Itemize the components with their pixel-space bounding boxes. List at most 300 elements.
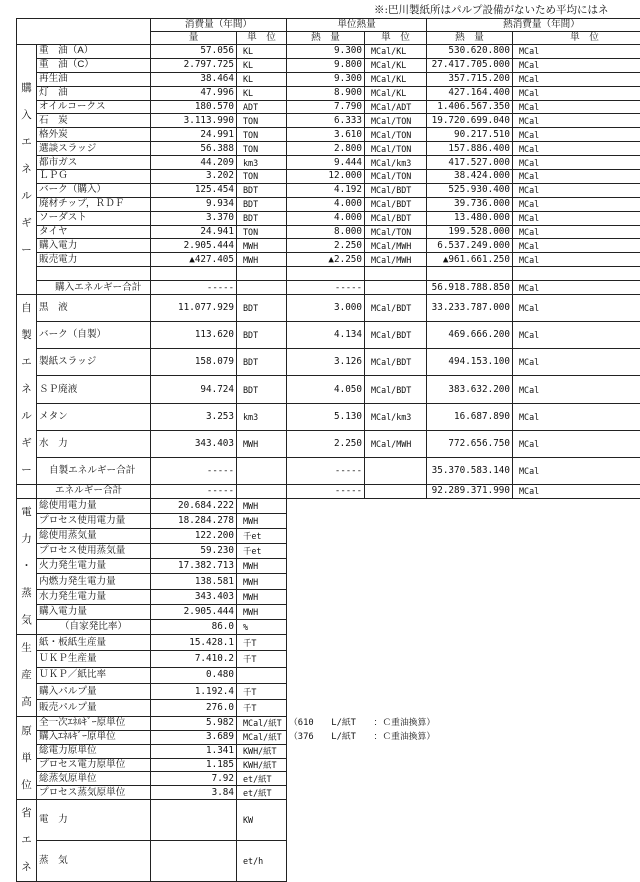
row-note — [287, 772, 640, 786]
row-unit-heat: 4.050 — [287, 376, 365, 403]
row-qty: 3.84 — [151, 786, 237, 800]
row-unit-heat: 9.800 — [287, 58, 365, 72]
category-char: 省 — [17, 800, 36, 827]
row-label: 内燃力発生電力量 — [37, 574, 151, 589]
row-label: 総蒸気原単位 — [37, 772, 151, 786]
row-note — [287, 800, 640, 841]
row-unit-heat: 9.444 — [287, 156, 365, 170]
row-unit: km3 — [237, 403, 287, 430]
blank-cell — [365, 281, 427, 295]
row-label: 購入ｴﾈﾙｷﾞｰ原単位 — [37, 730, 151, 744]
row-qty: 343.403 — [151, 430, 237, 457]
row-note — [287, 604, 640, 619]
row-heat-unit: MCal/TON — [365, 225, 427, 239]
category-saving — [17, 800, 37, 882]
table-row — [17, 529, 640, 544]
table-row — [17, 841, 640, 882]
row-unit: et/h — [237, 841, 287, 882]
row-total-unit: MCal — [513, 100, 640, 114]
row-total: 19.720.699.040 — [427, 114, 513, 128]
table-row — [17, 786, 640, 800]
row-label: 再生油 — [37, 72, 151, 86]
row-total: 16.687.890 — [427, 403, 513, 430]
category-char: ル — [17, 183, 36, 210]
row-total-unit: MCal — [513, 349, 640, 376]
row-total: 1.406.567.350 — [427, 100, 513, 114]
row-unit: BDT — [237, 322, 287, 349]
total-heat: ----- — [287, 281, 365, 295]
row-total-unit: MCal — [513, 72, 640, 86]
total-unit: MCal — [513, 457, 640, 484]
row-heat-unit: MCal/TON — [365, 114, 427, 128]
row-qty: 24.991 — [151, 128, 237, 142]
row-total: 469.666.200 — [427, 322, 513, 349]
row-total-unit: MCal — [513, 225, 640, 239]
row-heat-unit: MCal/BDT — [365, 211, 427, 225]
row-total-unit: MCal — [513, 239, 640, 253]
category-char: 高 — [17, 689, 36, 716]
row-total: 530.620.800 — [427, 45, 513, 59]
row-qty: 11.077.929 — [151, 295, 237, 322]
header-blank — [17, 19, 151, 45]
row-heat-unit: MCal/TON — [365, 128, 427, 142]
grand-total-heat: ----- — [287, 485, 365, 499]
table-row — [17, 170, 640, 184]
row-unit: % — [237, 619, 287, 634]
category-char: 位 — [17, 772, 36, 799]
row-label: 販売電力 — [37, 253, 151, 267]
category-char: ギ — [17, 210, 36, 237]
table-row — [17, 225, 640, 239]
row-qty: 20.684.222 — [151, 498, 237, 513]
row-unit-heat: 8.000 — [287, 225, 365, 239]
row-qty — [151, 800, 237, 841]
category-purchased — [17, 45, 37, 295]
row-unit: km3 — [237, 156, 287, 170]
category-char: エ — [17, 349, 36, 376]
table-row — [17, 589, 640, 604]
category-char: ネ — [17, 156, 36, 183]
row-total: 494.153.100 — [427, 349, 513, 376]
total-value: 56.918.788.850 — [427, 281, 513, 295]
row-total: 13.480.000 — [427, 211, 513, 225]
table-row — [17, 322, 640, 349]
blank-row — [17, 267, 640, 281]
category-char: 製 — [17, 322, 36, 349]
row-total: 27.417.705.000 — [427, 58, 513, 72]
row-total: 427.164.400 — [427, 86, 513, 100]
table-row — [17, 376, 640, 403]
row-heat-unit: MCal/TON — [365, 170, 427, 184]
row-unit: 千et — [237, 529, 287, 544]
row-label: ソーダスト — [37, 211, 151, 225]
table-row — [17, 156, 640, 170]
row-unit: 千T — [237, 651, 287, 667]
blank-cell — [237, 485, 287, 499]
row-qty: 17.382.713 — [151, 559, 237, 574]
blank-cell — [365, 457, 427, 484]
row-total-unit: MCal — [513, 430, 640, 457]
blank-cell — [365, 485, 427, 499]
row-label: （自家発比率） — [37, 619, 151, 634]
header-heat: 熱 量 — [287, 32, 365, 45]
row-qty: 122.200 — [151, 529, 237, 544]
row-total-unit: MCal — [513, 403, 640, 430]
row-note — [287, 559, 640, 574]
header-heat2: 熱 量 — [427, 32, 513, 45]
category-char: 蒸 — [17, 580, 36, 607]
blank-cell — [427, 267, 513, 281]
row-qty: 158.079 — [151, 349, 237, 376]
row-unit-heat: 2.800 — [287, 142, 365, 156]
row-note — [287, 684, 640, 700]
category-unit_rate — [17, 716, 37, 799]
row-qty: 3.370 — [151, 211, 237, 225]
table-row — [17, 667, 640, 683]
row-qty: 1.185 — [151, 758, 237, 772]
grand-total-row — [17, 485, 640, 499]
row-label: プロセス電力原単位 — [37, 758, 151, 772]
row-note — [287, 589, 640, 604]
row-unit: TON — [237, 142, 287, 156]
row-total-unit: MCal — [513, 376, 640, 403]
row-qty: 15.428.1 — [151, 634, 237, 650]
row-unit: TON — [237, 128, 287, 142]
row-qty: 7.410.2 — [151, 651, 237, 667]
row-note: （376 L/紙T ：Ｃ重油換算） — [287, 730, 640, 744]
table-row — [17, 544, 640, 559]
row-qty: 180.570 — [151, 100, 237, 114]
row-label: 水力発生電力量 — [37, 589, 151, 604]
category-char: 自 — [17, 295, 36, 322]
category-char: ギ — [17, 430, 36, 457]
row-label: 購入電力 — [37, 239, 151, 253]
row-note — [287, 744, 640, 758]
row-label: 総使用電力量 — [37, 498, 151, 513]
row-unit-heat: 12.000 — [287, 170, 365, 184]
category-self — [17, 295, 37, 485]
row-note: （610 L/紙T ：Ｃ重油換算） — [287, 716, 640, 730]
row-qty: 57.056 — [151, 45, 237, 59]
row-unit: KL — [237, 86, 287, 100]
row-total-unit: MCal — [513, 211, 640, 225]
row-note — [287, 619, 640, 634]
row-label: 格外炭 — [37, 128, 151, 142]
row-heat-unit: MCal/km3 — [365, 156, 427, 170]
header-consumption: 消費量（年間） — [151, 19, 287, 32]
table-row — [17, 684, 640, 700]
blank-cell — [513, 267, 640, 281]
row-qty: 2.797.725 — [151, 58, 237, 72]
row-total-unit: MCal — [513, 114, 640, 128]
row-note — [287, 529, 640, 544]
row-unit: MWH — [237, 498, 287, 513]
row-qty: 24.941 — [151, 225, 237, 239]
row-label: 購入電力量 — [37, 604, 151, 619]
header-unit3: 単 位 — [513, 32, 640, 45]
row-label: ＵＫＰ／紙比率 — [37, 667, 151, 683]
row-unit: TON — [237, 114, 287, 128]
row-label: ＬＰＧ — [37, 170, 151, 184]
row-unit-heat: 2.250 — [287, 430, 365, 457]
row-qty: 1.192.4 — [151, 684, 237, 700]
total-label: 自製エネルギー合計 — [37, 457, 151, 484]
table-row — [17, 744, 640, 758]
table-row — [17, 128, 640, 142]
row-total: 6.537.249.000 — [427, 239, 513, 253]
row-qty: 1.341 — [151, 744, 237, 758]
table-row — [17, 142, 640, 156]
row-unit: MWH — [237, 253, 287, 267]
row-total: 157.886.400 — [427, 142, 513, 156]
row-unit: 千T — [237, 634, 287, 650]
row-label: 製紙スラッジ — [37, 349, 151, 376]
row-heat-unit: MCal/BDT — [365, 295, 427, 322]
row-qty: 18.284.278 — [151, 514, 237, 529]
row-note — [287, 786, 640, 800]
row-qty: 44.209 — [151, 156, 237, 170]
row-total: 33.233.787.000 — [427, 295, 513, 322]
row-total: 39.736.000 — [427, 197, 513, 211]
row-total-unit: MCal — [513, 253, 640, 267]
row-label: 購入パルプ量 — [37, 684, 151, 700]
row-qty: 9.934 — [151, 197, 237, 211]
row-note — [287, 634, 640, 650]
row-label: 石 炭 — [37, 114, 151, 128]
row-heat-unit: MCal/MWH — [365, 239, 427, 253]
header-row-1 — [17, 19, 640, 32]
row-label: ＳＰ廃液 — [37, 376, 151, 403]
table-row — [17, 114, 640, 128]
table-row — [17, 651, 640, 667]
row-qty: 86.0 — [151, 619, 237, 634]
row-label: 総使用蒸気量 — [37, 529, 151, 544]
grand-total-unit: MCal — [513, 485, 640, 499]
row-label: 水 力 — [37, 430, 151, 457]
row-total-unit: MCal — [513, 156, 640, 170]
category-char: ー — [17, 457, 36, 484]
table-row — [17, 772, 640, 786]
category-char: ネ — [17, 376, 36, 403]
table-row — [17, 239, 640, 253]
row-label: 選談スラッジ — [37, 142, 151, 156]
table-row — [17, 295, 640, 322]
row-total: 525.930.400 — [427, 183, 513, 197]
row-unit: et/紙T — [237, 786, 287, 800]
row-label: 黒 液 — [37, 295, 151, 322]
table-row — [17, 514, 640, 529]
table-row — [17, 758, 640, 772]
row-note — [287, 498, 640, 513]
row-qty: ▲427.405 — [151, 253, 237, 267]
category-char: 産 — [17, 662, 36, 689]
category-char: 購 — [17, 75, 36, 102]
row-unit: TON — [237, 170, 287, 184]
row-total-unit: MCal — [513, 170, 640, 184]
row-label: 灯 油 — [37, 86, 151, 100]
category-char: 生 — [17, 635, 36, 662]
total-heat: ----- — [287, 457, 365, 484]
table-row — [17, 730, 640, 744]
blank-cell — [151, 267, 237, 281]
category-power — [17, 498, 37, 634]
footnote: ※:巴川製紙所はパルプ設備がないため平均にはネ — [374, 2, 609, 17]
row-heat-unit: MCal/km3 — [365, 403, 427, 430]
row-unit-heat: 4.000 — [287, 197, 365, 211]
row-qty: 3.253 — [151, 403, 237, 430]
table-row — [17, 700, 640, 716]
row-label: 廃材チップ，ＲＤＦ — [37, 197, 151, 211]
row-qty: 3.202 — [151, 170, 237, 184]
row-total-unit: MCal — [513, 58, 640, 72]
row-unit: MWH — [237, 559, 287, 574]
grand-total-value: 92.289.371.990 — [427, 485, 513, 499]
row-label: 総電力原単位 — [37, 744, 151, 758]
table-row — [17, 45, 640, 59]
row-unit: 千T — [237, 700, 287, 716]
row-label: バーク（自製） — [37, 322, 151, 349]
blank-cell — [17, 485, 37, 499]
table-row — [17, 211, 640, 225]
row-label: 全一次ｴﾈﾙｷﾞｰ原単位 — [37, 716, 151, 730]
table-row — [17, 800, 640, 841]
table-row — [17, 86, 640, 100]
row-heat-unit: MCal/KL — [365, 86, 427, 100]
row-label: プロセス使用電力量 — [37, 514, 151, 529]
grand-total-label: エネルギー合計 — [37, 485, 151, 499]
total-qty: ----- — [151, 457, 237, 484]
table-row — [17, 498, 640, 513]
row-total: 772.656.750 — [427, 430, 513, 457]
row-qty: 5.982 — [151, 716, 237, 730]
row-label: 火力発生電力量 — [37, 559, 151, 574]
table-row — [17, 619, 640, 634]
blank-cell — [37, 267, 151, 281]
total-value: 35.370.583.140 — [427, 457, 513, 484]
row-total: 357.715.200 — [427, 72, 513, 86]
row-heat-unit: MCal/BDT — [365, 322, 427, 349]
table-row — [17, 403, 640, 430]
row-total-unit: MCal — [513, 322, 640, 349]
header-unit-heat: 単位熱量 — [287, 19, 427, 32]
row-unit: KL — [237, 45, 287, 59]
row-unit: BDT — [237, 183, 287, 197]
row-unit: KWH/紙T — [237, 744, 287, 758]
row-heat-unit: MCal/KL — [365, 58, 427, 72]
row-unit: KW — [237, 800, 287, 841]
row-qty: 7.92 — [151, 772, 237, 786]
row-label: 重 油（C） — [37, 58, 151, 72]
table-row — [17, 100, 640, 114]
row-unit: BDT — [237, 376, 287, 403]
row-note — [287, 700, 640, 716]
grand-total-qty: ----- — [151, 485, 237, 499]
row-label: 販売パルプ量 — [37, 700, 151, 716]
category-char: 単 — [17, 745, 36, 772]
row-qty: 3.689 — [151, 730, 237, 744]
row-unit: BDT — [237, 211, 287, 225]
row-qty: 94.724 — [151, 376, 237, 403]
row-unit: et/紙T — [237, 772, 287, 786]
row-label: 電 力 — [37, 800, 151, 841]
row-qty: 59.230 — [151, 544, 237, 559]
row-heat-unit: MCal/TON — [365, 142, 427, 156]
row-qty: 2.905.444 — [151, 239, 237, 253]
row-qty: 343.403 — [151, 589, 237, 604]
table-row — [17, 604, 640, 619]
row-heat-unit: MCal/BDT — [365, 349, 427, 376]
row-unit: MWH — [237, 574, 287, 589]
row-note — [287, 651, 640, 667]
blank-cell — [365, 267, 427, 281]
table-row — [17, 574, 640, 589]
row-label: 都市ガス — [37, 156, 151, 170]
row-note — [287, 544, 640, 559]
header-unit2: 単 位 — [365, 32, 427, 45]
row-unit: BDT — [237, 349, 287, 376]
row-total-unit: MCal — [513, 142, 640, 156]
blank-cell — [237, 457, 287, 484]
row-unit: BDT — [237, 197, 287, 211]
category-char: ネ — [17, 854, 36, 881]
row-unit — [237, 667, 287, 683]
row-label: 紙・板紙生産量 — [37, 634, 151, 650]
row-label: プロセス蒸気原単位 — [37, 786, 151, 800]
row-unit: KWH/紙T — [237, 758, 287, 772]
table-row — [17, 559, 640, 574]
row-qty: 0.480 — [151, 667, 237, 683]
row-unit: 千T — [237, 684, 287, 700]
table-row — [17, 349, 640, 376]
category-char: ・ — [17, 553, 36, 580]
row-unit-heat: 9.300 — [287, 45, 365, 59]
row-note — [287, 667, 640, 683]
row-total-unit: MCal — [513, 295, 640, 322]
row-unit: MWH — [237, 589, 287, 604]
row-total: 383.632.200 — [427, 376, 513, 403]
category-production — [17, 634, 37, 716]
row-total-unit: MCal — [513, 128, 640, 142]
header-qty: 量 — [151, 32, 237, 45]
row-qty: 47.996 — [151, 86, 237, 100]
row-qty: 125.454 — [151, 183, 237, 197]
row-unit-heat: 4.192 — [287, 183, 365, 197]
header-heat-consumption: 熱消費量（年間） — [427, 19, 640, 32]
row-unit: MWH — [237, 604, 287, 619]
row-unit-heat: 2.250 — [287, 239, 365, 253]
row-total-unit: MCal — [513, 86, 640, 100]
row-unit-heat: 9.300 — [287, 72, 365, 86]
row-note — [287, 758, 640, 772]
row-qty: 2.905.444 — [151, 604, 237, 619]
row-qty — [151, 841, 237, 882]
table-row — [17, 72, 640, 86]
row-total-unit: MCal — [513, 183, 640, 197]
row-unit: BDT — [237, 295, 287, 322]
row-unit-heat: ▲2.250 — [287, 253, 365, 267]
table-row — [17, 634, 640, 650]
row-note — [287, 514, 640, 529]
row-unit-heat: 4.000 — [287, 211, 365, 225]
row-unit: MCal/紙T — [237, 730, 287, 744]
row-heat-unit: MCal/BDT — [365, 197, 427, 211]
row-total: ▲961.661.250 — [427, 253, 513, 267]
table-row — [17, 716, 640, 730]
row-unit-heat: 6.333 — [287, 114, 365, 128]
row-label: ＵＫＰ生産量 — [37, 651, 151, 667]
blank-cell — [237, 267, 287, 281]
table-row — [17, 58, 640, 72]
